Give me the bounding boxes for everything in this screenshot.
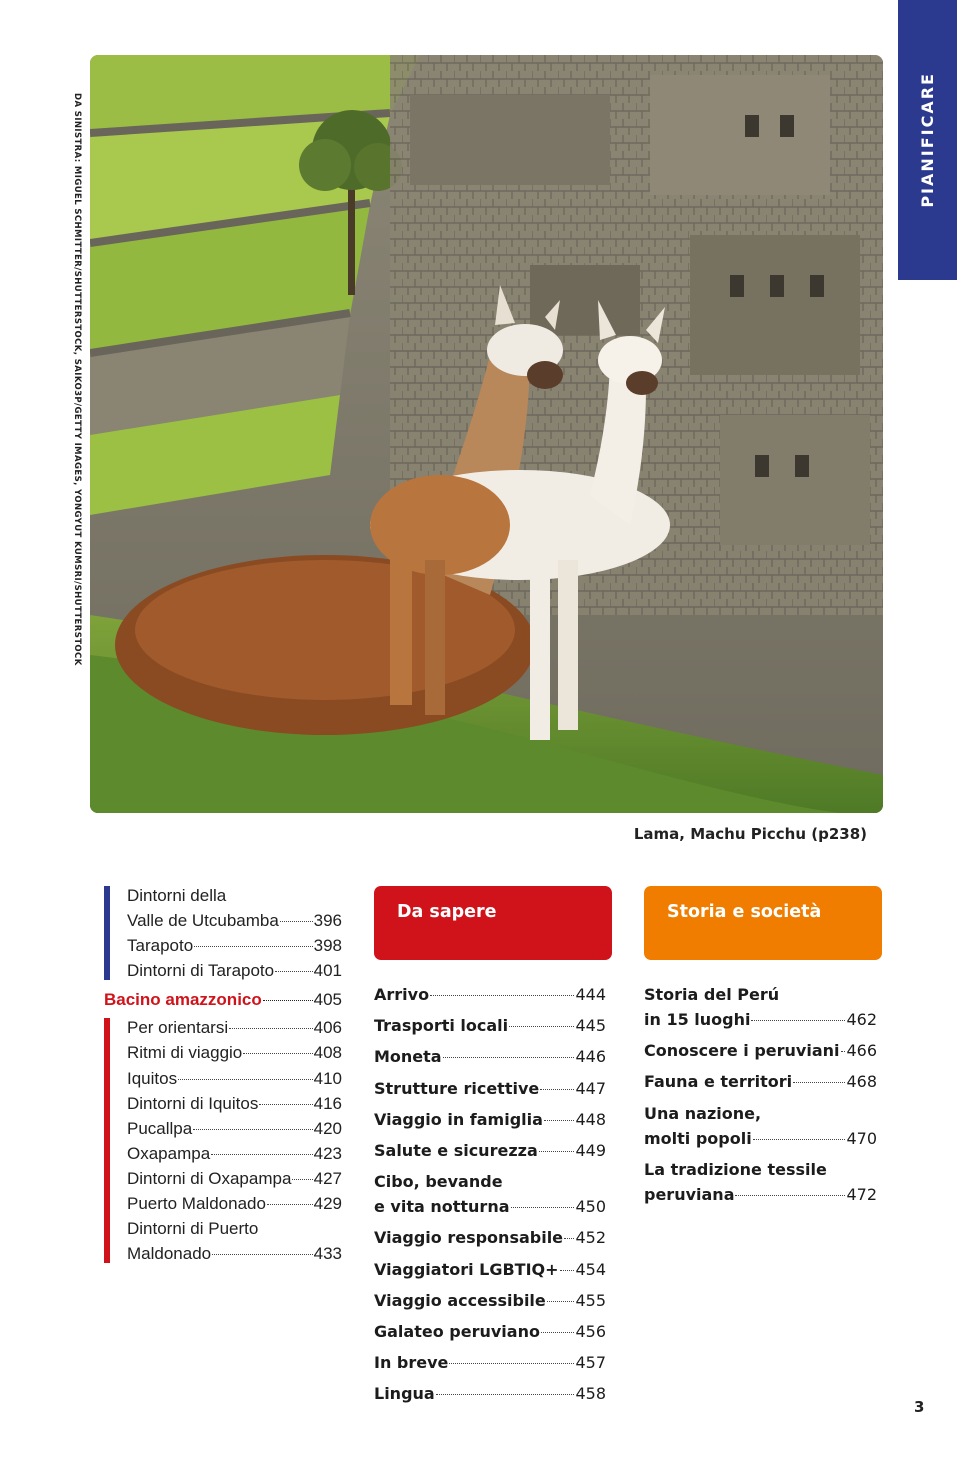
- toc-entry[interactable]: Ritmi di viaggio 408: [127, 1043, 342, 1063]
- toc-entry[interactable]: Maldonado 433: [127, 1244, 342, 1264]
- toc-entry[interactable]: Lingua 458: [374, 1384, 606, 1404]
- toc-entry[interactable]: Pucallpa 420: [127, 1118, 342, 1138]
- toc-entry[interactable]: Viaggio responsabile 452: [374, 1228, 606, 1248]
- llama-photo: [90, 55, 883, 813]
- toc-entry[interactable]: Dintorni di Puerto: [127, 1219, 259, 1239]
- photo-caption: Lama, Machu Picchu (p238): [633, 825, 867, 843]
- toc-entry[interactable]: Tarapoto 398: [127, 936, 342, 956]
- toc-entry[interactable]: Valle de Utcubamba 396: [127, 911, 342, 931]
- toc-entry[interactable]: Moneta 446: [374, 1047, 606, 1067]
- toc-entry[interactable]: Per orientarsi 406: [127, 1018, 342, 1038]
- toc-entry[interactable]: Cibo, bevande e vita notturna 450: [374, 1172, 606, 1217]
- section-side-tab: [898, 0, 957, 280]
- toc-entry[interactable]: Iquitos 410: [127, 1068, 342, 1088]
- toc-column-1: [104, 883, 342, 1266]
- toc-entry[interactable]: Viaggio in famiglia 448: [374, 1109, 606, 1129]
- toc-entry[interactable]: Dintorni di Tarapoto 401: [127, 961, 342, 981]
- toc-entry[interactable]: Galateo peruviano 456: [374, 1321, 606, 1341]
- toc-group-northern: [104, 883, 342, 983]
- toc-entry[interactable]: Dintorni di Oxapampa 427: [127, 1168, 342, 1188]
- toc-entry[interactable]: Strutture ricettive 447: [374, 1078, 606, 1098]
- toc-entry[interactable]: In breve 457: [374, 1353, 606, 1373]
- toc-entry[interactable]: Una nazione, molti popoli 470: [644, 1103, 877, 1148]
- toc-entry[interactable]: Dintorni della: [127, 886, 227, 905]
- toc-entry[interactable]: Puerto Maldonado 429: [127, 1194, 342, 1214]
- side-tab-label: PIANIFICARE: [918, 72, 937, 208]
- toc-entry[interactable]: La tradizione tessile peruviana 472: [644, 1159, 877, 1204]
- blue-section-bar: [104, 886, 110, 980]
- photo-credits: DA SINISTRA: MIGUEL SCHMITTER/SHUTTERSTOCK, SAIKO3P/GETTY IMAGES, YONGYUT KUMSRI/SHUTTERSTOCK: [72, 93, 82, 666]
- section-box-storia: [644, 886, 882, 960]
- toc-entry[interactable]: Fauna e territori 468: [644, 1072, 877, 1092]
- section-box-title: Storia e società: [667, 902, 822, 922]
- toc-entry[interactable]: Viaggiatori LGBTIQ+ 454: [374, 1259, 606, 1279]
- section-box-da-sapere: [374, 886, 612, 960]
- toc-entry[interactable]: Storia del Perú in 15 luoghi 462: [644, 985, 877, 1029]
- toc-column-2: [374, 982, 606, 1412]
- toc-entry[interactable]: Oxapampa 423: [127, 1143, 342, 1163]
- toc-entry[interactable]: Arrivo 444: [374, 985, 606, 1004]
- page-number: 3: [914, 1398, 925, 1416]
- toc-entry[interactable]: Salute e sicurezza 449: [374, 1140, 606, 1160]
- toc-entry[interactable]: Dintorni di Iquitos 416: [127, 1093, 342, 1113]
- toc-group-amazon: [104, 1015, 342, 1266]
- toc-column-3: [644, 982, 877, 1213]
- toc-entry[interactable]: Trasporti locali 445: [374, 1016, 606, 1036]
- red-section-bar: [104, 1018, 110, 1263]
- toc-entry[interactable]: Viaggio accessibile 455: [374, 1290, 606, 1310]
- toc-section-heading[interactable]: Bacino amazzonico 405: [104, 990, 342, 1010]
- toc-entry[interactable]: Conoscere i peruviani 466: [644, 1041, 877, 1061]
- section-box-title: Da sapere: [397, 902, 497, 922]
